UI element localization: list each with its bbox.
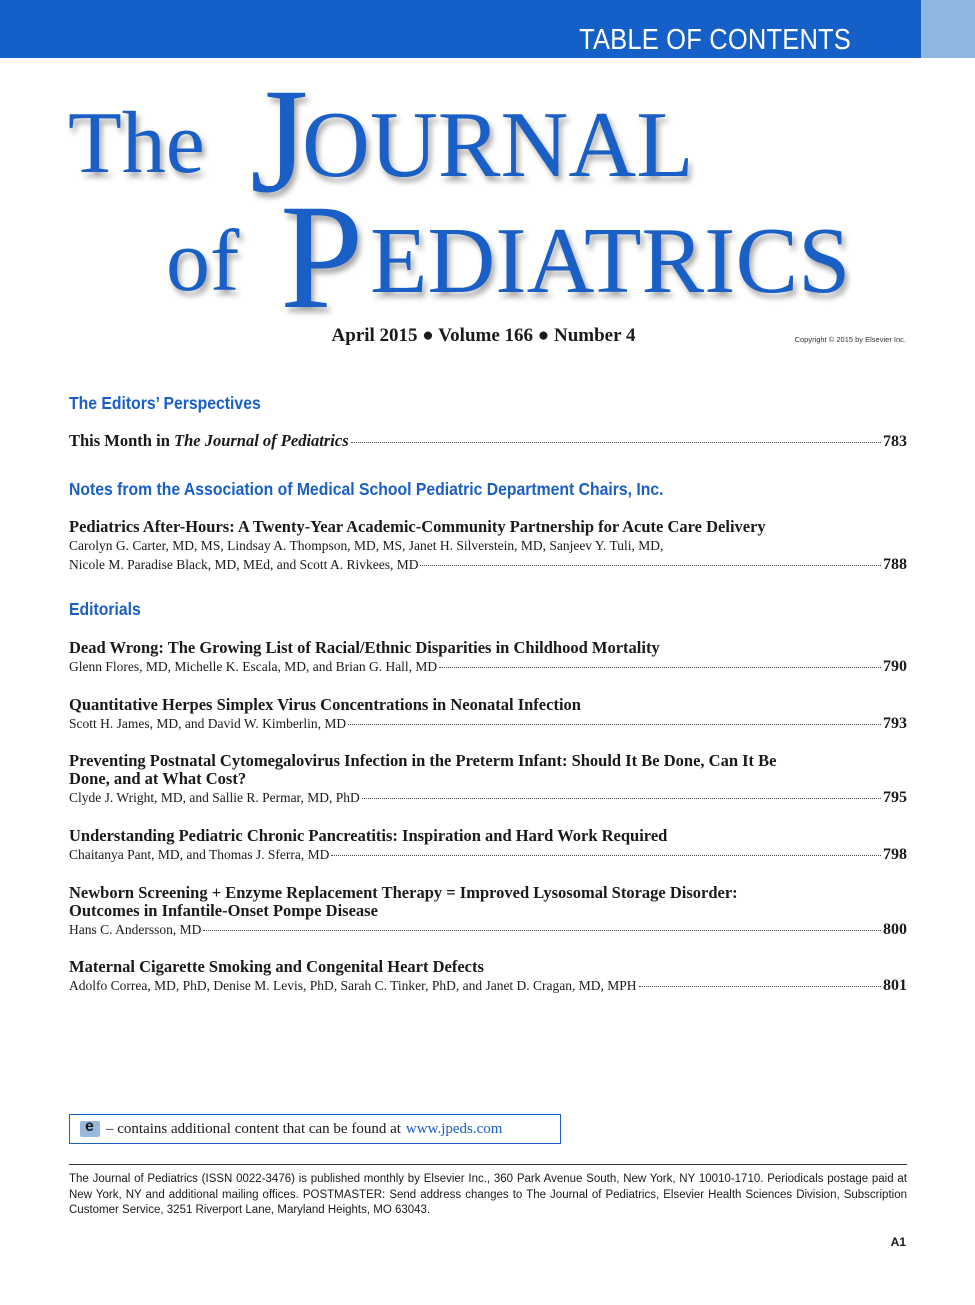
masthead-of: of bbox=[166, 213, 240, 310]
entry-title-line2: Outcomes in Infantile-Onset Pompe Disease bbox=[69, 901, 378, 920]
toc-entry-this-month[interactable] bbox=[69, 431, 907, 451]
entry-authors: Adolfo Correa, MD, PhD, Denise M. Levis, PhD, Sarah C. Tinker, PhD, and Janet D. Cragan, MD, MPH bbox=[69, 978, 637, 993]
entry-title: Quantitative Herpes Simplex Virus Concentrations in Neonatal Infection bbox=[69, 695, 581, 714]
page-number: 793 bbox=[883, 715, 907, 732]
leader-dots bbox=[362, 798, 881, 799]
leader-dots bbox=[420, 565, 881, 566]
publication-statement: The Journal of Pediatrics (ISSN 0022-3476) is published monthly by Elsevier Inc., 360 Park Avenue South, New York, NY 10010-1710. Periodicals postage paid at New York, NY and additional mailing offices. POSTMASTER: Send address changes to The Journal of Pediatrics, Elsevier Health Sciences Division, Subscription Customer Service, 3251 Riverport Lane, Maryland Heights, MO 63043. bbox=[69, 1173, 907, 1216]
entry-authors: Clyde J. Wright, MD, and Sallie R. Permar, MD, PhD bbox=[69, 790, 360, 805]
section-editors-perspectives: The Editors’ Perspectives bbox=[69, 393, 261, 413]
entry-authors: Chaitanya Pant, MD, and Thomas J. Sferra, MD bbox=[69, 847, 330, 862]
journal-name-italic: The Journal of Pediatrics bbox=[174, 431, 349, 450]
section-notes-association: Notes from the Association of Medical School Pediatric Department Chairs, Inc. bbox=[69, 479, 664, 499]
page-number: 788 bbox=[883, 556, 907, 573]
masthead-journal-initial: J bbox=[250, 58, 309, 224]
additional-content-notice bbox=[69, 1114, 561, 1144]
page-label: A1 bbox=[890, 1235, 906, 1249]
toc-entry-dead-wrong[interactable] bbox=[69, 639, 907, 676]
toc-entry-pancreatitis[interactable] bbox=[69, 827, 907, 864]
toc-entry-newborn-screening[interactable] bbox=[69, 884, 907, 939]
footer-divider bbox=[69, 1164, 907, 1165]
page-number: 798 bbox=[883, 846, 907, 863]
leader-dots bbox=[203, 930, 881, 931]
masthead-journal-rest: OURNAL bbox=[302, 93, 694, 197]
section-editorials: Editorials bbox=[69, 599, 141, 619]
page-number: 800 bbox=[883, 921, 907, 938]
masthead-pediatrics-initial: P bbox=[280, 174, 364, 340]
entry-authors: Carolyn G. Carter, MD, MS, Lindsay A. Thompson, MD, MS, Janet H. Silverstein, MD, Sanjeev Y. Tuli, MD, bbox=[69, 538, 664, 553]
page-number: 801 bbox=[883, 977, 907, 994]
entry-title: Understanding Pediatric Chronic Pancreatitis: Inspiration and Hard Work Required bbox=[69, 826, 668, 845]
toc-entry-maternal-smoking[interactable] bbox=[69, 958, 907, 995]
entry-title: Dead Wrong: The Growing List of Racial/Ethnic Disparities in Childhood Mortality bbox=[69, 638, 660, 657]
masthead-pediatrics-rest: EDIATRICS bbox=[370, 209, 851, 313]
entry-authors: Glenn Flores, MD, Michelle K. Escala, MD, and Brian G. Hall, MD bbox=[69, 659, 438, 674]
entry-authors: Scott H. James, MD, and David W. Kimberlin, MD bbox=[69, 716, 347, 731]
masthead-the: The bbox=[68, 95, 205, 192]
toc-entry-pediatrics-after-hours[interactable] bbox=[69, 518, 907, 574]
issue-line-text: April 2015 ● Volume 166 ● Number 4 bbox=[331, 325, 636, 346]
leader-dots bbox=[639, 986, 881, 987]
banner-corner-block bbox=[921, 0, 975, 58]
jpeds-link[interactable]: www.jpeds.com bbox=[405, 1120, 503, 1137]
entry-title: Maternal Cigarette Smoking and Congenital Heart Defects bbox=[69, 957, 484, 976]
entry-title: This Month in The Journal of Pediatrics bbox=[69, 431, 349, 450]
toc-entry-herpes-simplex[interactable] bbox=[69, 696, 907, 733]
leader-dots bbox=[351, 442, 881, 443]
notice-text: – contains additional content that can be found at bbox=[106, 1120, 401, 1137]
table-of-contents-label: TABLE OF CONTENTS bbox=[579, 24, 851, 56]
leader-dots bbox=[331, 855, 881, 856]
entry-title-line1: Preventing Postnatal Cytomegalovirus Infection in the Preterm Infant: Should It Be Done, Can It Be bbox=[69, 751, 777, 770]
entry-title-line1: Newborn Screening + Enzyme Replacement Therapy = Improved Lysosomal Storage Disorder: bbox=[69, 883, 738, 902]
page-number: 790 bbox=[883, 658, 907, 675]
entry-authors: Hans C. Andersson, MD bbox=[69, 922, 202, 937]
entry-title-line2: Done, and at What Cost? bbox=[69, 769, 247, 788]
e-content-icon bbox=[80, 1121, 100, 1137]
header-banner bbox=[0, 0, 921, 58]
entry-title: Pediatrics After-Hours: A Twenty-Year Academic-Community Partnership for Acute Care Delivery bbox=[69, 517, 766, 536]
page-number: 795 bbox=[883, 789, 907, 806]
entry-authors-cont: Nicole M. Paradise Black, MD, MEd, and Scott A. Rivkees, MD bbox=[69, 557, 419, 572]
leader-dots bbox=[348, 724, 881, 725]
leader-dots bbox=[439, 667, 881, 668]
copyright-notice: Copyright © 2015 by Elsevier Inc. bbox=[794, 335, 906, 344]
toc-entry-cytomegalovirus[interactable] bbox=[69, 752, 907, 807]
page-number: 783 bbox=[883, 433, 907, 450]
